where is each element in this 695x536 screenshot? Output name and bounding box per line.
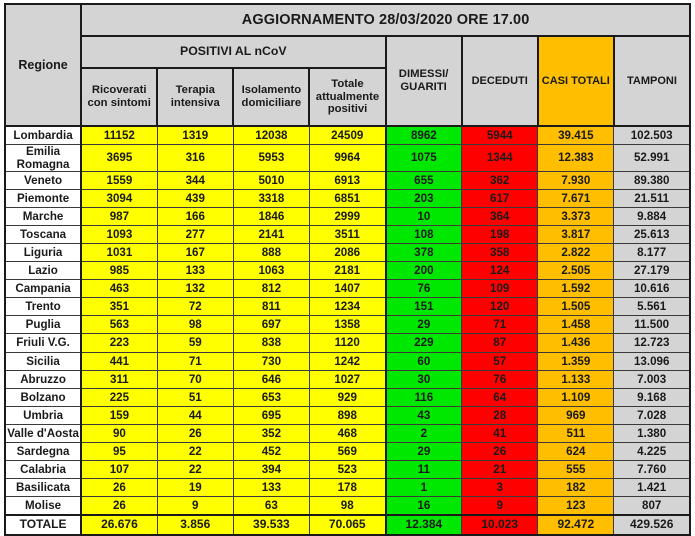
cell-deceduti: 41 (462, 424, 538, 442)
cell-ricoverati: 987 (81, 207, 157, 225)
cell-isolamento: 12038 (233, 126, 309, 144)
cell-regione: Molise (5, 497, 81, 515)
table-row (5, 388, 690, 406)
cell-terapia: 166 (157, 207, 233, 225)
cell-totale-positivi: 70.065 (309, 515, 385, 535)
cell-casi-totali: 7.930 (538, 171, 614, 189)
table-row (5, 370, 690, 388)
cell-isolamento: 3318 (233, 189, 309, 207)
cell-tamponi: 7.028 (614, 406, 690, 424)
cell-tamponi: 52.991 (614, 144, 690, 171)
cell-regione: Valle d'Aosta (5, 424, 81, 442)
cell-casi-totali: 1.505 (538, 298, 614, 316)
cell-tamponi: 1.380 (614, 424, 690, 442)
cell-regione: Abruzzo (5, 370, 81, 388)
table-row (5, 207, 690, 225)
table-row (5, 352, 690, 370)
cell-ricoverati: 3695 (81, 144, 157, 171)
cell-totale-positivi: 1242 (309, 352, 385, 370)
cell-terapia: 133 (157, 262, 233, 280)
header-ricoverati-line1: Ricoverati (91, 84, 147, 97)
cell-totale-positivi: 468 (309, 424, 385, 442)
table-row (5, 334, 690, 352)
cell-ricoverati: 95 (81, 442, 157, 460)
cell-regione: Sardegna (5, 442, 81, 460)
cell-regione: Piemonte (5, 189, 81, 207)
cell-tamponi: 9.884 (614, 207, 690, 225)
cell-ricoverati: 11152 (81, 126, 157, 144)
cell-dimessi-guariti: 8962 (386, 126, 462, 144)
cell-isolamento: 1846 (233, 207, 309, 225)
table-row-total (5, 515, 690, 535)
cell-tamponi: 5.561 (614, 298, 690, 316)
cell-dimessi-guariti: 30 (386, 370, 462, 388)
cell-terapia: 72 (157, 298, 233, 316)
cell-terapia: 44 (157, 406, 233, 424)
cell-ricoverati: 26 (81, 497, 157, 515)
cell-casi-totali: 92.472 (538, 515, 614, 535)
cell-deceduti: 198 (462, 225, 538, 243)
cell-tamponi: 12.723 (614, 334, 690, 352)
cell-casi-totali: 2.822 (538, 243, 614, 261)
cell-deceduti: 120 (462, 298, 538, 316)
cell-casi-totali: 3.373 (538, 207, 614, 225)
header-row-title (5, 4, 690, 36)
table-row (5, 316, 690, 334)
cell-regione: Campania (5, 280, 81, 298)
cell-regione: Sicilia (5, 352, 81, 370)
cell-terapia: 1319 (157, 126, 233, 144)
cell-ricoverati: 985 (81, 262, 157, 280)
cell-terapia: 277 (157, 225, 233, 243)
cell-terapia: 71 (157, 352, 233, 370)
cell-regione: Calabria (5, 461, 81, 479)
cell-regione: Friuli V.G. (5, 334, 81, 352)
cell-dimessi-guariti: 1 (386, 479, 462, 497)
covid-regional-table (4, 3, 691, 536)
cell-ricoverati: 1559 (81, 171, 157, 189)
cell-totale-positivi: 6913 (309, 171, 385, 189)
cell-dimessi-guariti: 655 (386, 171, 462, 189)
header-totale-line1: Totale (331, 78, 364, 91)
header-isolamento-domiciliare (233, 68, 309, 126)
table-header (5, 4, 690, 126)
cell-tamponi: 25.613 (614, 225, 690, 243)
cell-isolamento: 695 (233, 406, 309, 424)
cell-regione: Puglia (5, 316, 81, 334)
cell-totale-positivi: 929 (309, 388, 385, 406)
cell-terapia: 19 (157, 479, 233, 497)
cell-casi-totali: 182 (538, 479, 614, 497)
cell-casi-totali: 1.133 (538, 370, 614, 388)
cell-totale-positivi: 1120 (309, 334, 385, 352)
cell-isolamento: 653 (233, 388, 309, 406)
cell-ricoverati: 463 (81, 280, 157, 298)
header-terapia-line2: intensiva (170, 97, 220, 109)
cell-regione: Umbria (5, 406, 81, 424)
cell-deceduti: 26 (462, 442, 538, 460)
cell-deceduti: 617 (462, 189, 538, 207)
cell-deceduti: 10.023 (462, 515, 538, 535)
cell-dimessi-guariti: 43 (386, 406, 462, 424)
cell-terapia: 439 (157, 189, 233, 207)
cell-totale-positivi: 2999 (309, 207, 385, 225)
header-isolamento-line1: Isolamento (241, 84, 302, 97)
cell-regione: TOTALE (5, 515, 81, 535)
header-totale-line3: positivi (327, 103, 368, 116)
cell-regione: Lazio (5, 262, 81, 280)
cell-deceduti: 358 (462, 243, 538, 261)
cell-deceduti: 5944 (462, 126, 538, 144)
cell-ricoverati: 563 (81, 316, 157, 334)
cell-regione: Trento (5, 298, 81, 316)
cell-dimessi-guariti: 60 (386, 352, 462, 370)
header-row-group (5, 36, 690, 68)
cell-dimessi-guariti: 76 (386, 280, 462, 298)
cell-dimessi-guariti: 200 (386, 262, 462, 280)
cell-casi-totali: 624 (538, 442, 614, 460)
table-row (5, 461, 690, 479)
cell-dimessi-guariti: 29 (386, 316, 462, 334)
cell-dimessi-guariti: 378 (386, 243, 462, 261)
cell-deceduti: 109 (462, 280, 538, 298)
cell-totale-positivi: 523 (309, 461, 385, 479)
cell-isolamento: 352 (233, 424, 309, 442)
header-casi-totali: CASI TOTALI (538, 36, 614, 126)
cell-isolamento: 812 (233, 280, 309, 298)
cell-deceduti: 124 (462, 262, 538, 280)
cell-deceduti: 76 (462, 370, 538, 388)
cell-casi-totali: 39.415 (538, 126, 614, 144)
cell-casi-totali: 12.383 (538, 144, 614, 171)
cell-terapia: 70 (157, 370, 233, 388)
cell-ricoverati: 3094 (81, 189, 157, 207)
cell-terapia: 22 (157, 461, 233, 479)
cell-ricoverati: 223 (81, 334, 157, 352)
cell-casi-totali: 969 (538, 406, 614, 424)
header-ricoverati-line2: con sintomi (87, 97, 151, 109)
cell-casi-totali: 1.359 (538, 352, 614, 370)
cell-tamponi: 9.168 (614, 388, 690, 406)
cell-dimessi-guariti: 12.384 (386, 515, 462, 535)
cell-totale-positivi: 178 (309, 479, 385, 497)
cell-ricoverati: 1093 (81, 225, 157, 243)
cell-regione: Toscana (5, 225, 81, 243)
cell-dimessi-guariti: 16 (386, 497, 462, 515)
cell-totale-positivi: 9964 (309, 144, 385, 171)
cell-ricoverati: 1031 (81, 243, 157, 261)
cell-regione: Emilia Romagna (5, 144, 81, 171)
cell-dimessi-guariti: 2 (386, 424, 462, 442)
header-dimessi-line2: GUARITI (400, 81, 447, 93)
cell-tamponi: 89.380 (614, 171, 690, 189)
cell-ricoverati: 225 (81, 388, 157, 406)
cell-ricoverati: 311 (81, 370, 157, 388)
cell-regione: Basilicata (5, 479, 81, 497)
cell-isolamento: 5953 (233, 144, 309, 171)
cell-dimessi-guariti: 1075 (386, 144, 462, 171)
cell-isolamento: 39.533 (233, 515, 309, 535)
cell-isolamento: 5010 (233, 171, 309, 189)
cell-tamponi: 21.511 (614, 189, 690, 207)
table-row (5, 171, 690, 189)
cell-isolamento: 394 (233, 461, 309, 479)
cell-totale-positivi: 6851 (309, 189, 385, 207)
cell-deceduti: 9 (462, 497, 538, 515)
cell-terapia: 167 (157, 243, 233, 261)
cell-deceduti: 57 (462, 352, 538, 370)
table-row (5, 225, 690, 243)
cell-ricoverati: 90 (81, 424, 157, 442)
cell-totale-positivi: 2181 (309, 262, 385, 280)
cell-totale-positivi: 98 (309, 497, 385, 515)
cell-tamponi: 11.500 (614, 316, 690, 334)
cell-totale-positivi: 1027 (309, 370, 385, 388)
cell-deceduti: 64 (462, 388, 538, 406)
cell-isolamento: 888 (233, 243, 309, 261)
cell-ricoverati: 351 (81, 298, 157, 316)
cell-deceduti: 87 (462, 334, 538, 352)
cell-dimessi-guariti: 11 (386, 461, 462, 479)
cell-casi-totali: 555 (538, 461, 614, 479)
table-row (5, 424, 690, 442)
cell-tamponi: 27.179 (614, 262, 690, 280)
cell-dimessi-guariti: 108 (386, 225, 462, 243)
cell-casi-totali: 7.671 (538, 189, 614, 207)
cell-deceduti: 1344 (462, 144, 538, 171)
cell-tamponi: 4.225 (614, 442, 690, 460)
header-regione: Regione (5, 4, 81, 126)
cell-terapia: 316 (157, 144, 233, 171)
table-row (5, 442, 690, 460)
cell-isolamento: 811 (233, 298, 309, 316)
table-row (5, 189, 690, 207)
header-totale-attualmente-positivi (309, 68, 385, 126)
cell-totale-positivi: 898 (309, 406, 385, 424)
cell-totale-positivi: 24509 (309, 126, 385, 144)
cell-deceduti: 362 (462, 171, 538, 189)
cell-casi-totali: 123 (538, 497, 614, 515)
cell-regione: Liguria (5, 243, 81, 261)
cell-terapia: 26 (157, 424, 233, 442)
cell-casi-totali: 2.505 (538, 262, 614, 280)
cell-tamponi: 10.616 (614, 280, 690, 298)
cell-isolamento: 646 (233, 370, 309, 388)
header-update-title: AGGIORNAMENTO 28/03/2020 ORE 17.00 (81, 4, 690, 36)
cell-totale-positivi: 2086 (309, 243, 385, 261)
cell-isolamento: 697 (233, 316, 309, 334)
cell-ricoverati: 26.676 (81, 515, 157, 535)
table-row (5, 126, 690, 144)
table-row (5, 243, 690, 261)
table-row (5, 497, 690, 515)
cell-dimessi-guariti: 151 (386, 298, 462, 316)
cell-ricoverati: 107 (81, 461, 157, 479)
cell-totale-positivi: 1407 (309, 280, 385, 298)
cell-isolamento: 730 (233, 352, 309, 370)
cell-tamponi: 7.760 (614, 461, 690, 479)
header-isolamento-line2: domiciliare (241, 97, 302, 109)
cell-deceduti: 28 (462, 406, 538, 424)
header-terapia-intensiva (157, 68, 233, 126)
cell-deceduti: 364 (462, 207, 538, 225)
cell-tamponi: 429.526 (614, 515, 690, 535)
cell-dimessi-guariti: 203 (386, 189, 462, 207)
cell-terapia: 59 (157, 334, 233, 352)
cell-deceduti: 21 (462, 461, 538, 479)
cell-terapia: 51 (157, 388, 233, 406)
cell-tamponi: 13.096 (614, 352, 690, 370)
cell-terapia: 9 (157, 497, 233, 515)
table-row (5, 280, 690, 298)
header-ricoverati-con-sintomi (81, 68, 157, 126)
cell-isolamento: 2141 (233, 225, 309, 243)
cell-isolamento: 452 (233, 442, 309, 460)
cell-terapia: 22 (157, 442, 233, 460)
cell-tamponi: 8.177 (614, 243, 690, 261)
cell-ricoverati: 26 (81, 479, 157, 497)
table-row (5, 144, 690, 171)
table-row (5, 406, 690, 424)
cell-deceduti: 3 (462, 479, 538, 497)
table-row (5, 262, 690, 280)
cell-dimessi-guariti: 29 (386, 442, 462, 460)
header-group-positivi: POSITIVI AL nCoV (81, 36, 385, 68)
table-row (5, 479, 690, 497)
cell-casi-totali: 511 (538, 424, 614, 442)
cell-casi-totali: 1.458 (538, 316, 614, 334)
cell-isolamento: 838 (233, 334, 309, 352)
cell-tamponi: 102.503 (614, 126, 690, 144)
header-totale-line2: attualmente (315, 90, 380, 103)
cell-isolamento: 1063 (233, 262, 309, 280)
cell-deceduti: 71 (462, 316, 538, 334)
cell-dimessi-guariti: 116 (386, 388, 462, 406)
cell-ricoverati: 159 (81, 406, 157, 424)
cell-totale-positivi: 1358 (309, 316, 385, 334)
header-deceduti: DECEDUTI (462, 36, 538, 126)
cell-totale-positivi: 3511 (309, 225, 385, 243)
header-dimessi-guariti (386, 36, 462, 126)
cell-totale-positivi: 569 (309, 442, 385, 460)
cell-regione: Marche (5, 207, 81, 225)
header-tamponi: TAMPONI (614, 36, 690, 126)
cell-terapia: 3.856 (157, 515, 233, 535)
cell-terapia: 344 (157, 171, 233, 189)
table-row (5, 298, 690, 316)
cell-casi-totali: 1.592 (538, 280, 614, 298)
cell-casi-totali: 1.109 (538, 388, 614, 406)
cell-regione: Veneto (5, 171, 81, 189)
cell-regione: Lombardia (5, 126, 81, 144)
cell-dimessi-guariti: 229 (386, 334, 462, 352)
header-dimessi-line1: DIMESSI/ (398, 68, 449, 81)
cell-terapia: 132 (157, 280, 233, 298)
cell-terapia: 98 (157, 316, 233, 334)
cell-isolamento: 133 (233, 479, 309, 497)
cell-tamponi: 1.421 (614, 479, 690, 497)
cell-casi-totali: 3.817 (538, 225, 614, 243)
cell-dimessi-guariti: 10 (386, 207, 462, 225)
cell-totale-positivi: 1234 (309, 298, 385, 316)
cell-regione: Bolzano (5, 388, 81, 406)
cell-ricoverati: 441 (81, 352, 157, 370)
cell-isolamento: 63 (233, 497, 309, 515)
cell-tamponi: 807 (614, 497, 690, 515)
cell-casi-totali: 1.436 (538, 334, 614, 352)
header-terapia-line1: Terapia (175, 84, 215, 97)
table-body (5, 126, 690, 535)
cell-tamponi: 7.003 (614, 370, 690, 388)
